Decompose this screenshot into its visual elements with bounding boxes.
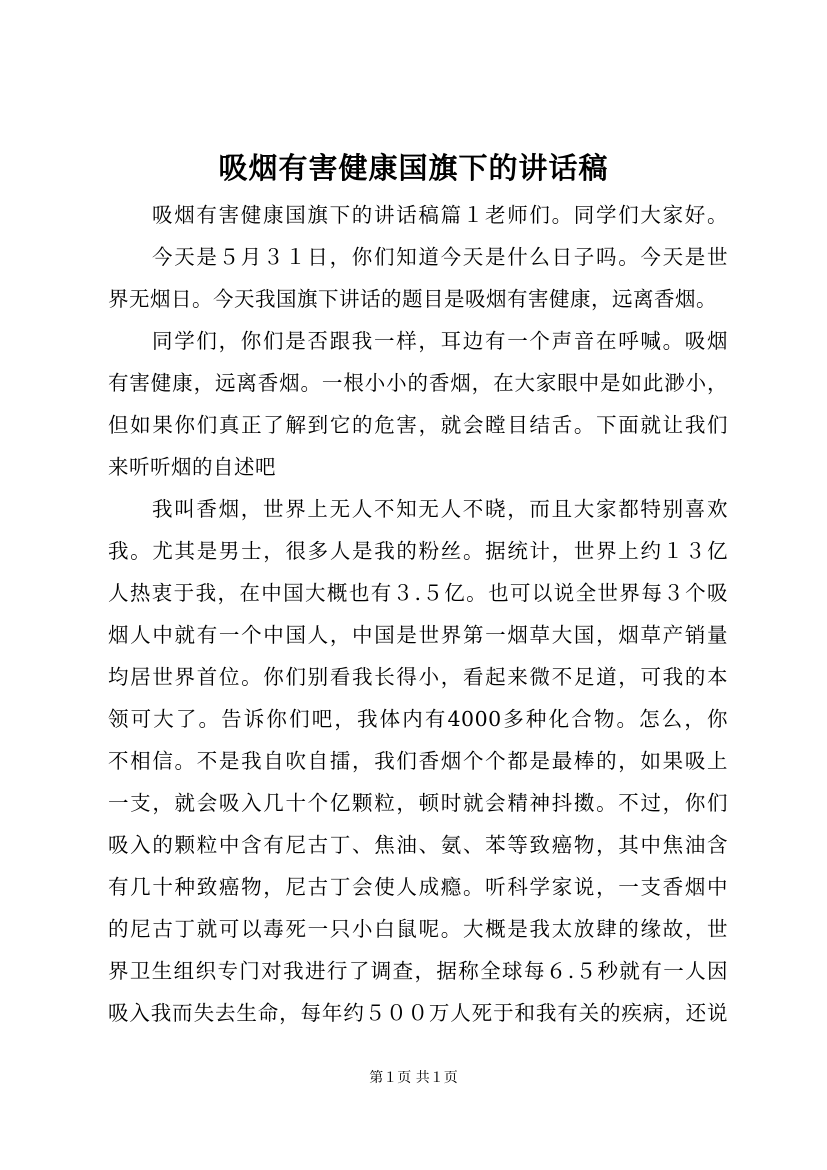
paragraph-line: 均居世界首位。你们别看我长得小，看起来微不足道，可我的本 [108,665,728,689]
document-title: 吸烟有害健康国旗下的讲话稿 [218,151,609,185]
paragraph-line: 一支，就会吸入几十个亿颗粒，顿时就会精神抖擞。不过，你们 [108,791,728,815]
paragraph-line: 吸烟有害健康国旗下的讲话稿篇１老师们。同学们大家好。 [152,203,728,227]
paragraph-line: 的尼古丁就可以毒死一只小白鼠呢。大概是我太放肆的缘故，世 [108,917,728,941]
paragraph-line: 来听听烟的自述吧 [108,455,276,479]
paragraph-line: 吸入的颗粒中含有尼古丁、焦油、氨、苯等致癌物，其中焦油含 [108,833,728,857]
paragraph-line: 领可大了。告诉你们吧，我体内有4000多种化合物。怎么，你 [108,707,728,731]
paragraph-line: 但如果你们真正了解到它的危害，就会瞠目结舌。下面就让我们 [108,413,728,437]
page-footer: 第１页 共１页 [369,1070,458,1086]
paragraph-line: 今天是５月３１日，你们知道今天是什么日子吗。今天是世 [152,245,728,269]
paragraph-line: 吸入我而失去生命，每年约５００万人死于和我有关的疾病，还说 [108,1001,728,1025]
paragraph-line: 界无烟日。今天我国旗下讲话的题目是吸烟有害健康，远离香烟。 [108,287,717,311]
paragraph-line: 我。尤其是男士，很多人是我的粉丝。据统计，世界上约１３亿 [108,539,728,563]
paragraph-line: 人热衷于我，在中国大概也有３.５亿。也可以说全世界每３个吸 [108,581,728,605]
paragraph-line: 界卫生组织专门对我进行了调查，据称全球每６.５秒就有一人因 [108,959,728,983]
paragraph-line: 有几十种致癌物，尼古丁会使人成瘾。听科学家说，一支香烟中 [108,875,728,899]
paragraph-line: 同学们，你们是否跟我一样，耳边有一个声音在呼喊。吸烟 [152,329,728,353]
paragraph-line: 烟人中就有一个中国人，中国是世界第一烟草大国，烟草产销量 [108,623,728,647]
paragraph-line: 不相信。不是我自吹自擂，我们香烟个个都是最棒的，如果吸上 [108,749,728,773]
document-body [108,194,728,1034]
paragraph-line: 我叫香烟，世界上无人不知无人不晓，而且大家都特别喜欢 [152,497,728,521]
paragraph-line: 有害健康，远离香烟。一根小小的香烟，在大家眼中是如此渺小， [108,371,728,395]
